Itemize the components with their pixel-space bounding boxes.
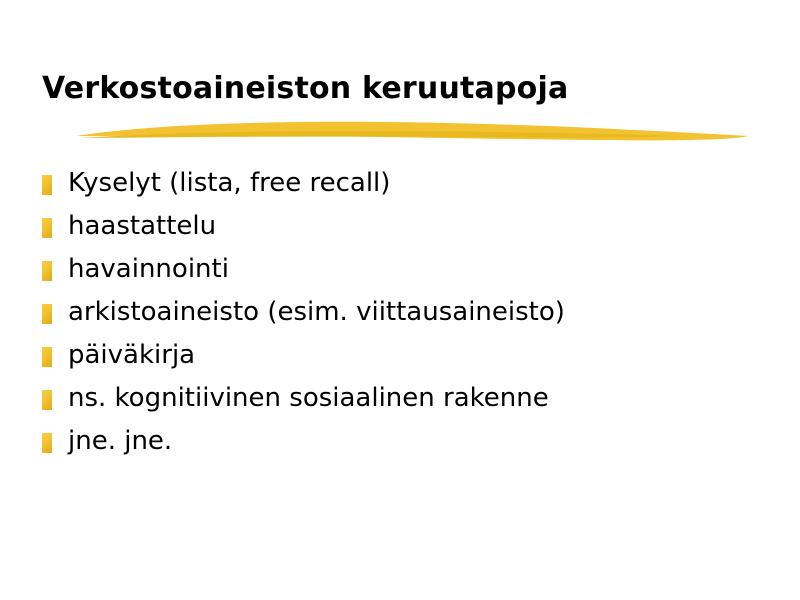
list-item [42,213,758,239]
square-bullet-icon [42,261,52,281]
page-title: Verkostoaineiston keruutapoja [42,71,569,106]
list-item [42,256,758,282]
list-item-label: haastattelu [68,211,217,241]
list-item-label: ns. kognitiivinen sosiaalinen rakenne [68,383,549,413]
list-item-label: päiväkirja [68,340,196,370]
list-item-label: Kyselyt (lista, free recall) [68,168,391,198]
square-bullet-icon [42,304,52,324]
list-item [42,385,758,411]
square-bullet-icon [42,218,52,238]
list-item [42,170,758,196]
square-bullet-icon [42,390,52,410]
list-item [42,428,758,454]
list-item [42,299,758,325]
list-item [42,342,758,368]
list-item-label: jne. jne. [68,426,173,456]
list-item-label: arkistoaineisto (esim. viittausaineisto) [68,297,565,327]
square-bullet-icon [42,433,52,453]
square-bullet-icon [42,175,52,195]
bullet-list [42,170,758,471]
square-bullet-icon [42,347,52,367]
list-item-label: havainnointi [68,254,229,284]
title-underline-brushstroke [74,120,750,142]
